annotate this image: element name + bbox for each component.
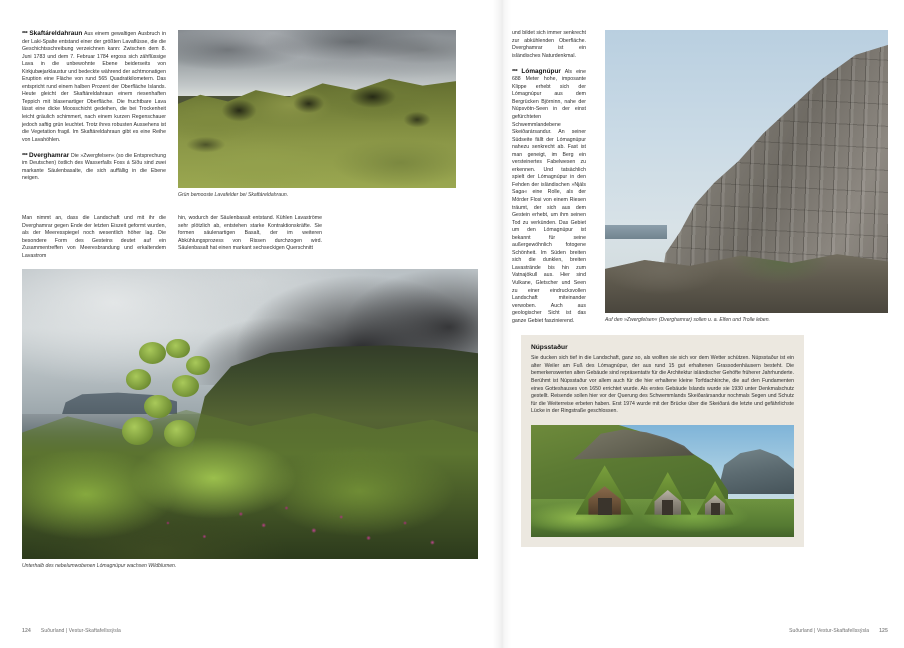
entry-lemma: Lómagnúpur <box>521 67 561 75</box>
moss-photo-block <box>178 30 456 199</box>
left-lower-columns <box>22 215 478 260</box>
footer-region-label: Suðurland | Vestur-Skaftafellssýsla <box>40 628 121 634</box>
page-number: 125 <box>879 628 888 634</box>
nupsstadur-infobox <box>521 335 804 547</box>
turf-houses-photo <box>531 425 794 537</box>
turf-house-3 <box>697 481 734 515</box>
entry-lemma: Dverghamrar <box>28 151 70 159</box>
right-upper-area <box>512 30 888 325</box>
photo-angelica-plant <box>122 339 213 478</box>
basalt-photo-caption: Auf den »Zwergfelsen« (Dverghamrar) sollen u. a. Elfen und Trolle leben. <box>605 317 770 323</box>
big-photo-caption: Unterhalb des nebelumwobenen Lómagnúpur wachsen Wildblumen. <box>22 563 177 570</box>
infobox-text: Sie ducken sich tief in die Landschaft, ganz so, als wollten sie sich vor dem Wetter schützen. Núpsstaður ist ein alter Weiler am Fuß des Lómagnúpur, der aus rund 15 gut erhaltenen Grassodenhäusern besteht. Die bemerkenswerten alten Gebäude sind repräsentativ für die Architektur isländischer Gehöfte früherer Jahrhunderte. Berühmt ist Núpsstaður vor allem auch für die hier erhaltene kleine Torfdachkirche, die auf den Fundamenten eines Gotteshauses von 1650 errichtet wurde. Als erstes Gebäude Islands wurde sie 1930 unter Denkmalschutz gestellt. Reisende sollen hier vor der Querung des Schwemmlands Skeiðarársandur nochmals Segen und Schutz für die Weiterreise erbeten haben. Erst 1974 wurde mit der Brücke über die Skeiðará die letzte und gefährlichste Lücke in der Ringstraße geschlossen. <box>531 355 794 415</box>
turf-house-2 <box>644 472 691 515</box>
dverghamrar-basalt-photo <box>605 30 888 313</box>
left-column-spacer <box>334 215 478 260</box>
left-column-2 <box>22 215 166 260</box>
lower-column-text-2: hin, wodurch der Säulenbasalt entstand. Kühlen Lavaströme sehr plötzlich ab, entstehen starke Kontraktionskräfte. Sie formen säulenartigen Basalt, der im weiteren Abkühlungsprozess von Rissen durchzogen wird. Säulenbasalt hat einen markant sechseckigen Querschnitt <box>178 215 322 252</box>
left-page-footer <box>22 628 121 634</box>
left-upper-area <box>22 30 478 199</box>
entry-body: Die »Zwergfelsen« (so die Entsprechung im Deutschen) östlich des Wasserfalls Foss á Síðu sind zwei markante Säulenbasalte, die sich auffällig in die Ebene neigen. <box>22 152 167 182</box>
entry-body: Als eine 688 Meter hohe, imposante Klippe erhebt sich der Lómagnúpur aus dem Bergrücken Björninn, nahe der Núpsvötn-Seen in der einst gefürchteten Schwemmlandebene Skeiðarársandur. An seiner Südseite fällt der Lómagnúpur nahezu senkrecht ab. Fast ist man geneigt, im Berg ein versteinertes Fabelwesen zu erkennen. Und tatsächlich spielt der Lómagnúpur in den Fehden der isländischen »Njáls Saga« eine Rolle, als der Mörder Flosi von einem Riesen träumt, der sich aus dem Gestein erhebt, um ihm seinen Tod zu verkünden. Das Gebiet um den Lómagnúpur ist bekannt für seine außergewöhnlich fotogene Schönheit. Im Süden breiten sich die dunklen, breiten Lavastrände bis hin zum Vatnajökull aus. Hier sind Vulkane, Gletscher und Seen zu einer eindrucksvollen Landschaft miteinander verwoben. Auch aus geologischer Sicht ist das ganze Gebiet faszinierend. <box>512 68 586 324</box>
photo-wildflowers-layer <box>22 484 478 559</box>
basalt-photo-block <box>596 30 888 325</box>
infobox-title: Núpsstaður <box>531 344 568 352</box>
moss-lavafield-photo <box>178 30 456 188</box>
left-column-1 <box>22 30 166 199</box>
right-column-1 <box>512 30 586 325</box>
entry-dverghamrar <box>22 152 166 183</box>
right-page-footer <box>789 628 888 634</box>
house-door <box>711 503 720 514</box>
page-number: 124 <box>22 628 31 634</box>
right-page <box>500 0 904 648</box>
footer-region-label: Suðurland | Vestur-Skaftafellssýsla <box>789 628 870 634</box>
lomagnupur-landscape-photo <box>22 269 478 559</box>
entry-lomagnupur <box>512 68 586 326</box>
left-column-3 <box>178 215 322 260</box>
photo-horizon-layer <box>605 225 667 239</box>
house-door <box>598 498 612 515</box>
moss-photo-caption: Grün bemooste Lavafelder bei Skaftáreldahraun. <box>178 192 289 198</box>
rating-stars: *** <box>22 31 28 37</box>
entry-dverghamrar-continued: und bildet sich immer senkrecht zur abkühlenden Oberfläche. Dverghamrar ist ein isländisches Naturdenkmal. <box>512 30 586 59</box>
photo-lavahollows-layer <box>178 74 456 188</box>
rating-stars: *** <box>22 152 28 159</box>
entry-skaftareldahraun <box>22 30 166 144</box>
lower-column-text-1: Man nimmt an, dass die Landschaft und mit ihr die Dverghamrar gegen Ende der letzten Eiszeit geformt wurden, als der Meeresspiegel noch wesentlich höher lag. Die besondere Form des Gesteins deutet auf ein Zusammentreffen von Meeresbrandung und erkaltendem Lavastrom <box>22 215 166 259</box>
turf-house-1 <box>576 465 634 514</box>
entry-body: Aus einem gewaltigen Ausbruch in der Laki-Spalte entstand einer der größten Lavaflüsse, die die Geschichtsschreibung verzeichnen kann: Zwischen dem 8. Juni 1783 und dem 7. Februar 1784 ergoss sich zähflüssige Lava in die unbewohnte Ebene beiderseits von Kirkjubæjarklaustur und bedeckte während der achtmonatigen Eruption eine Fläche von rund 565 Quadratkilometern. Das entspricht rund einem halben Prozent der Oberfläche Islands. Heute gleicht der Skaftáreldahraun einem riesenhaften Teppich mit blasenartiger Oberfläche. Die fruchtbare Lava lässt eine dicke Moosschicht gedeihen, die bei Trockenheit leicht gräulich schimmert, nach einem kurzen Regenschauer jedoch saftig grün leuchtet. Trotz ihres robusten Aussehens ist die Vegetation fragil. Im Skaftáreldahraun gibt es eine Reihe von Lavahöhlen. <box>22 31 166 143</box>
house-door <box>662 500 673 514</box>
rating-stars: *** <box>512 68 518 75</box>
entry-lemma: Skaftáreldahraun <box>29 30 83 37</box>
